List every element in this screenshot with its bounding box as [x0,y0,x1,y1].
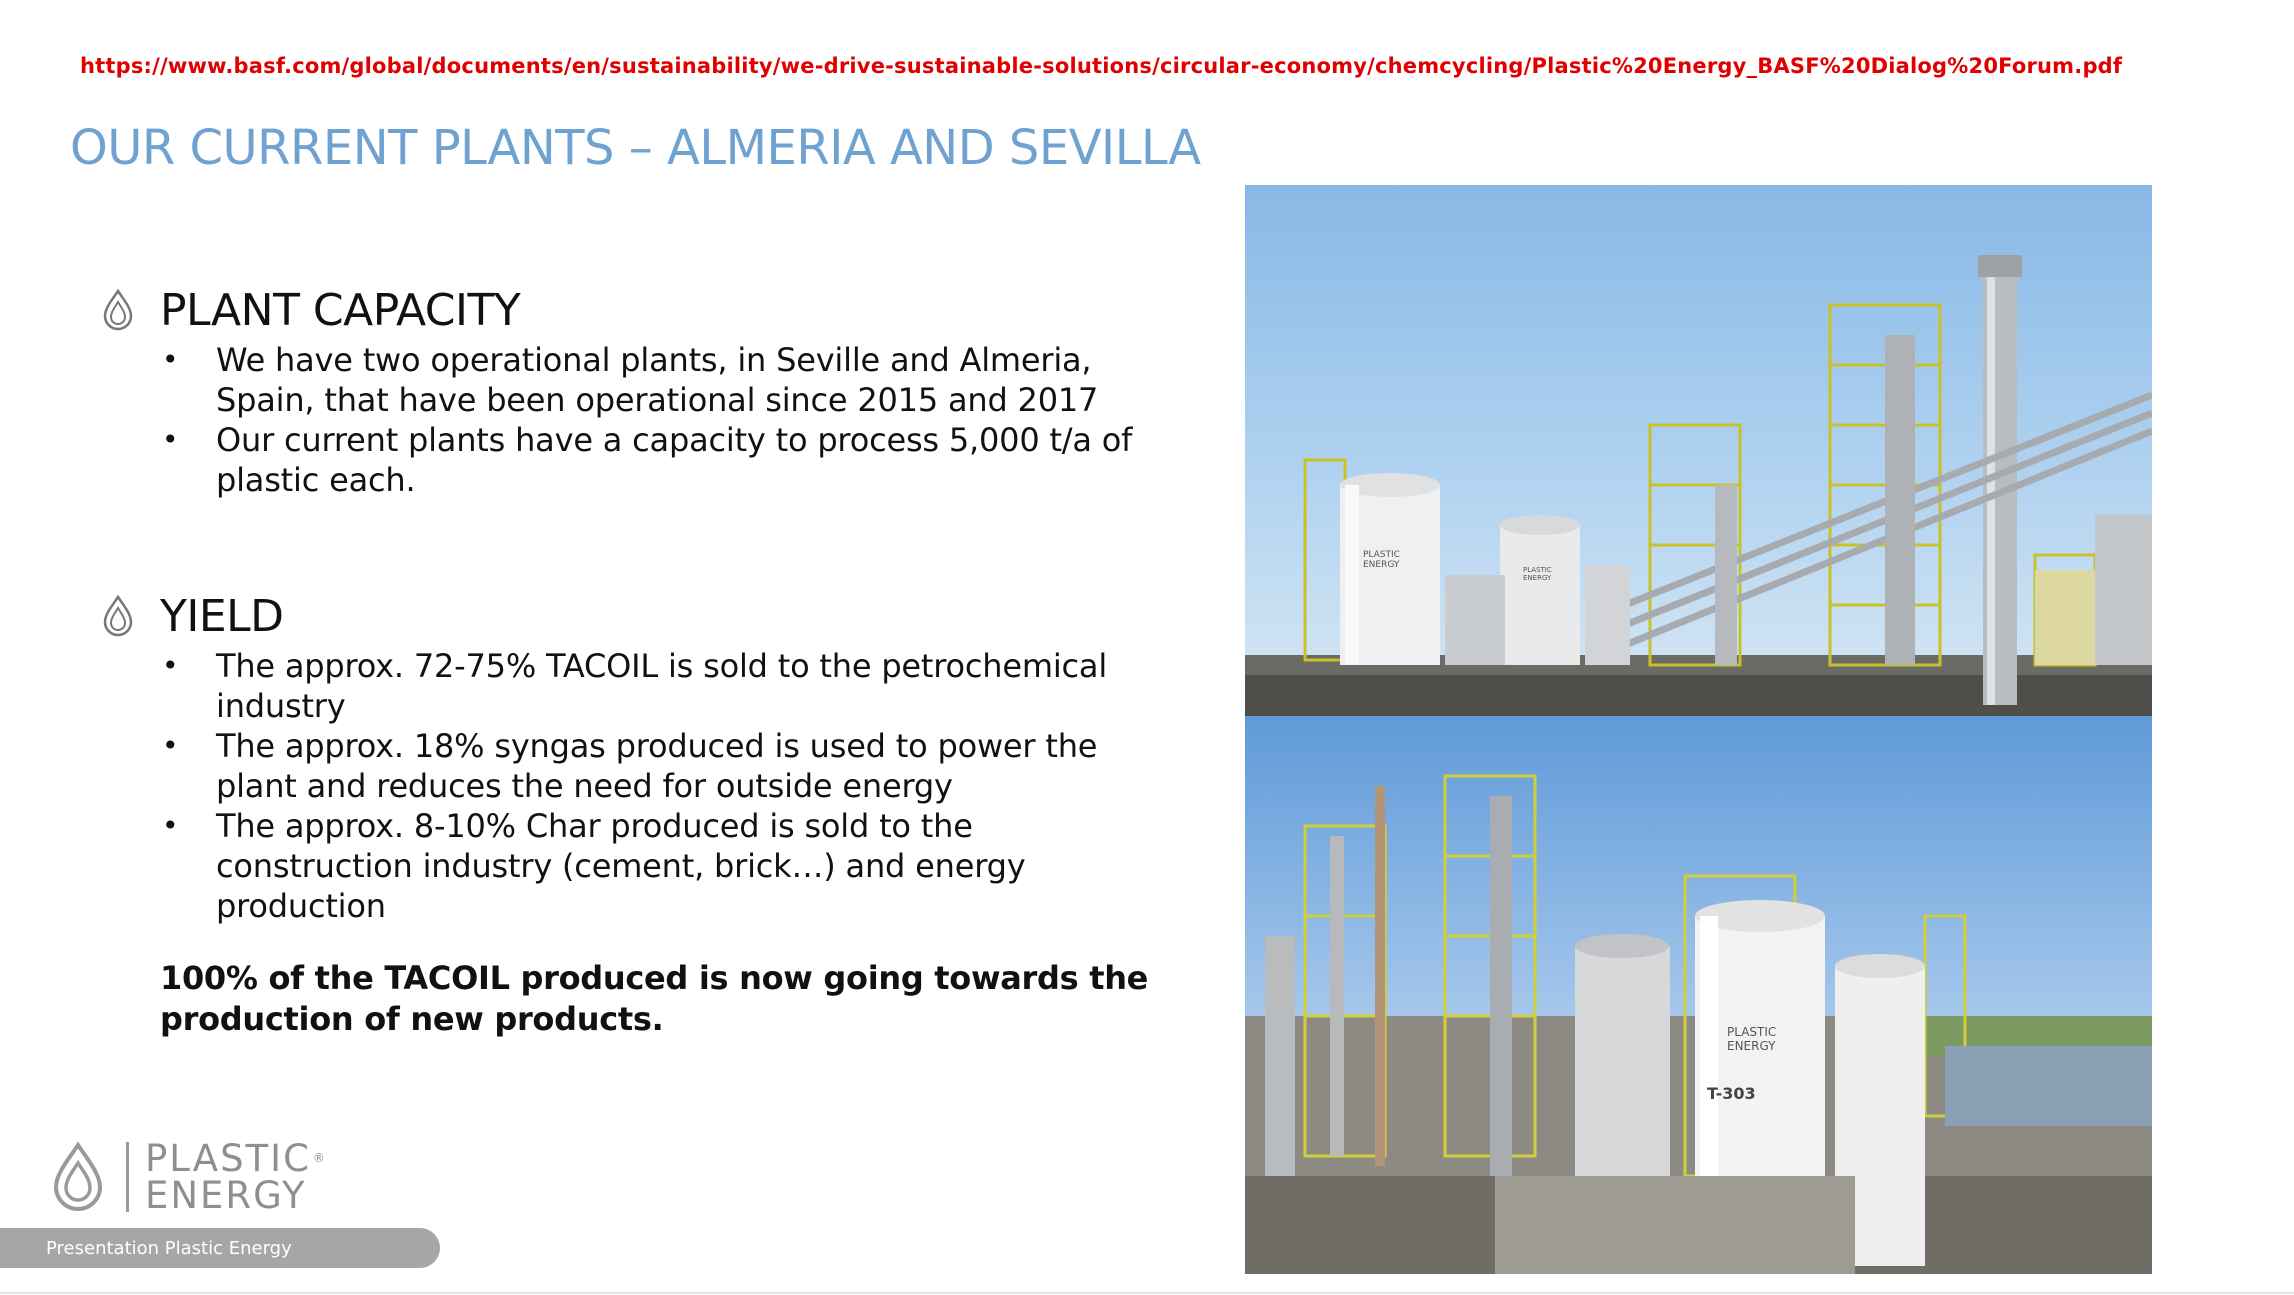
section-heading-row [100,280,1160,340]
list-item: • We have two operational plants, in Seville and Almeria, Spain, that have been operational since 2015 and 2017 [100,340,1160,420]
list-item: • The approx. 72-75% TACOIL is sold to the petrochemical industry [100,646,1160,726]
plant-photo-top [1245,185,2152,716]
tank-label-line1: PLASTIC [1363,550,1400,560]
source-url[interactable]: https://www.basf.com/global/documents/en/sustainability/we-drive-sustainable-solutions/circular-economy/chemcycling/Plastic%20Energy_BASF%20Dialog%20Forum.pdf [80,54,2123,78]
bullet-list [100,646,1160,926]
plant-capacity-section [100,280,1160,500]
water-drop-icon [48,1141,108,1213]
logo-wordmark [145,1137,325,1217]
plastic-energy-logo [48,1137,325,1217]
tank-label-line2: ENERGY [1523,574,1552,582]
tank-label-line2: ENERGY [1727,1039,1776,1053]
water-drop-icon [100,594,136,638]
section-heading-row [100,586,1160,646]
yield-section [100,586,1160,926]
section-heading: PLANT CAPACITY [160,284,521,336]
section-heading: YIELD [160,590,284,642]
page-title: OUR CURRENT PLANTS – ALMERIA AND SEVILLA [70,120,1201,176]
footer-badge [0,1228,440,1268]
logo-line2: ENERGY [145,1174,307,1217]
bullet-list [100,340,1160,500]
logo-line1: PLASTIC [145,1137,311,1180]
list-item: • The approx. 18% syngas produced is used to power the plant and reduces the need for outside energy [100,726,1160,806]
tacoil-note: 100% of the TACOIL produced is now going towards the production of new products. [160,959,1149,1038]
logo-registered-mark: ® [312,1151,325,1165]
tank-label-line1: PLASTIC [1523,566,1552,574]
plant-photo-bottom [1245,716,2152,1274]
tank-id-label: T-303 [1707,1084,1756,1103]
logo-divider [126,1142,129,1212]
water-drop-icon [100,288,136,332]
tank-label-line2: ENERGY [1363,560,1400,570]
tank-label-line1: PLASTIC [1727,1025,1777,1039]
footer-text: Presentation Plastic Energy [46,1238,292,1259]
list-item: • The approx. 8-10% Char produced is sold to the construction industry (cement, brick…) and energy production [100,806,1160,926]
list-item: • Our current plants have a capacity to process 5,000 t/a of plastic each. [100,420,1160,500]
divider [0,1292,2294,1294]
